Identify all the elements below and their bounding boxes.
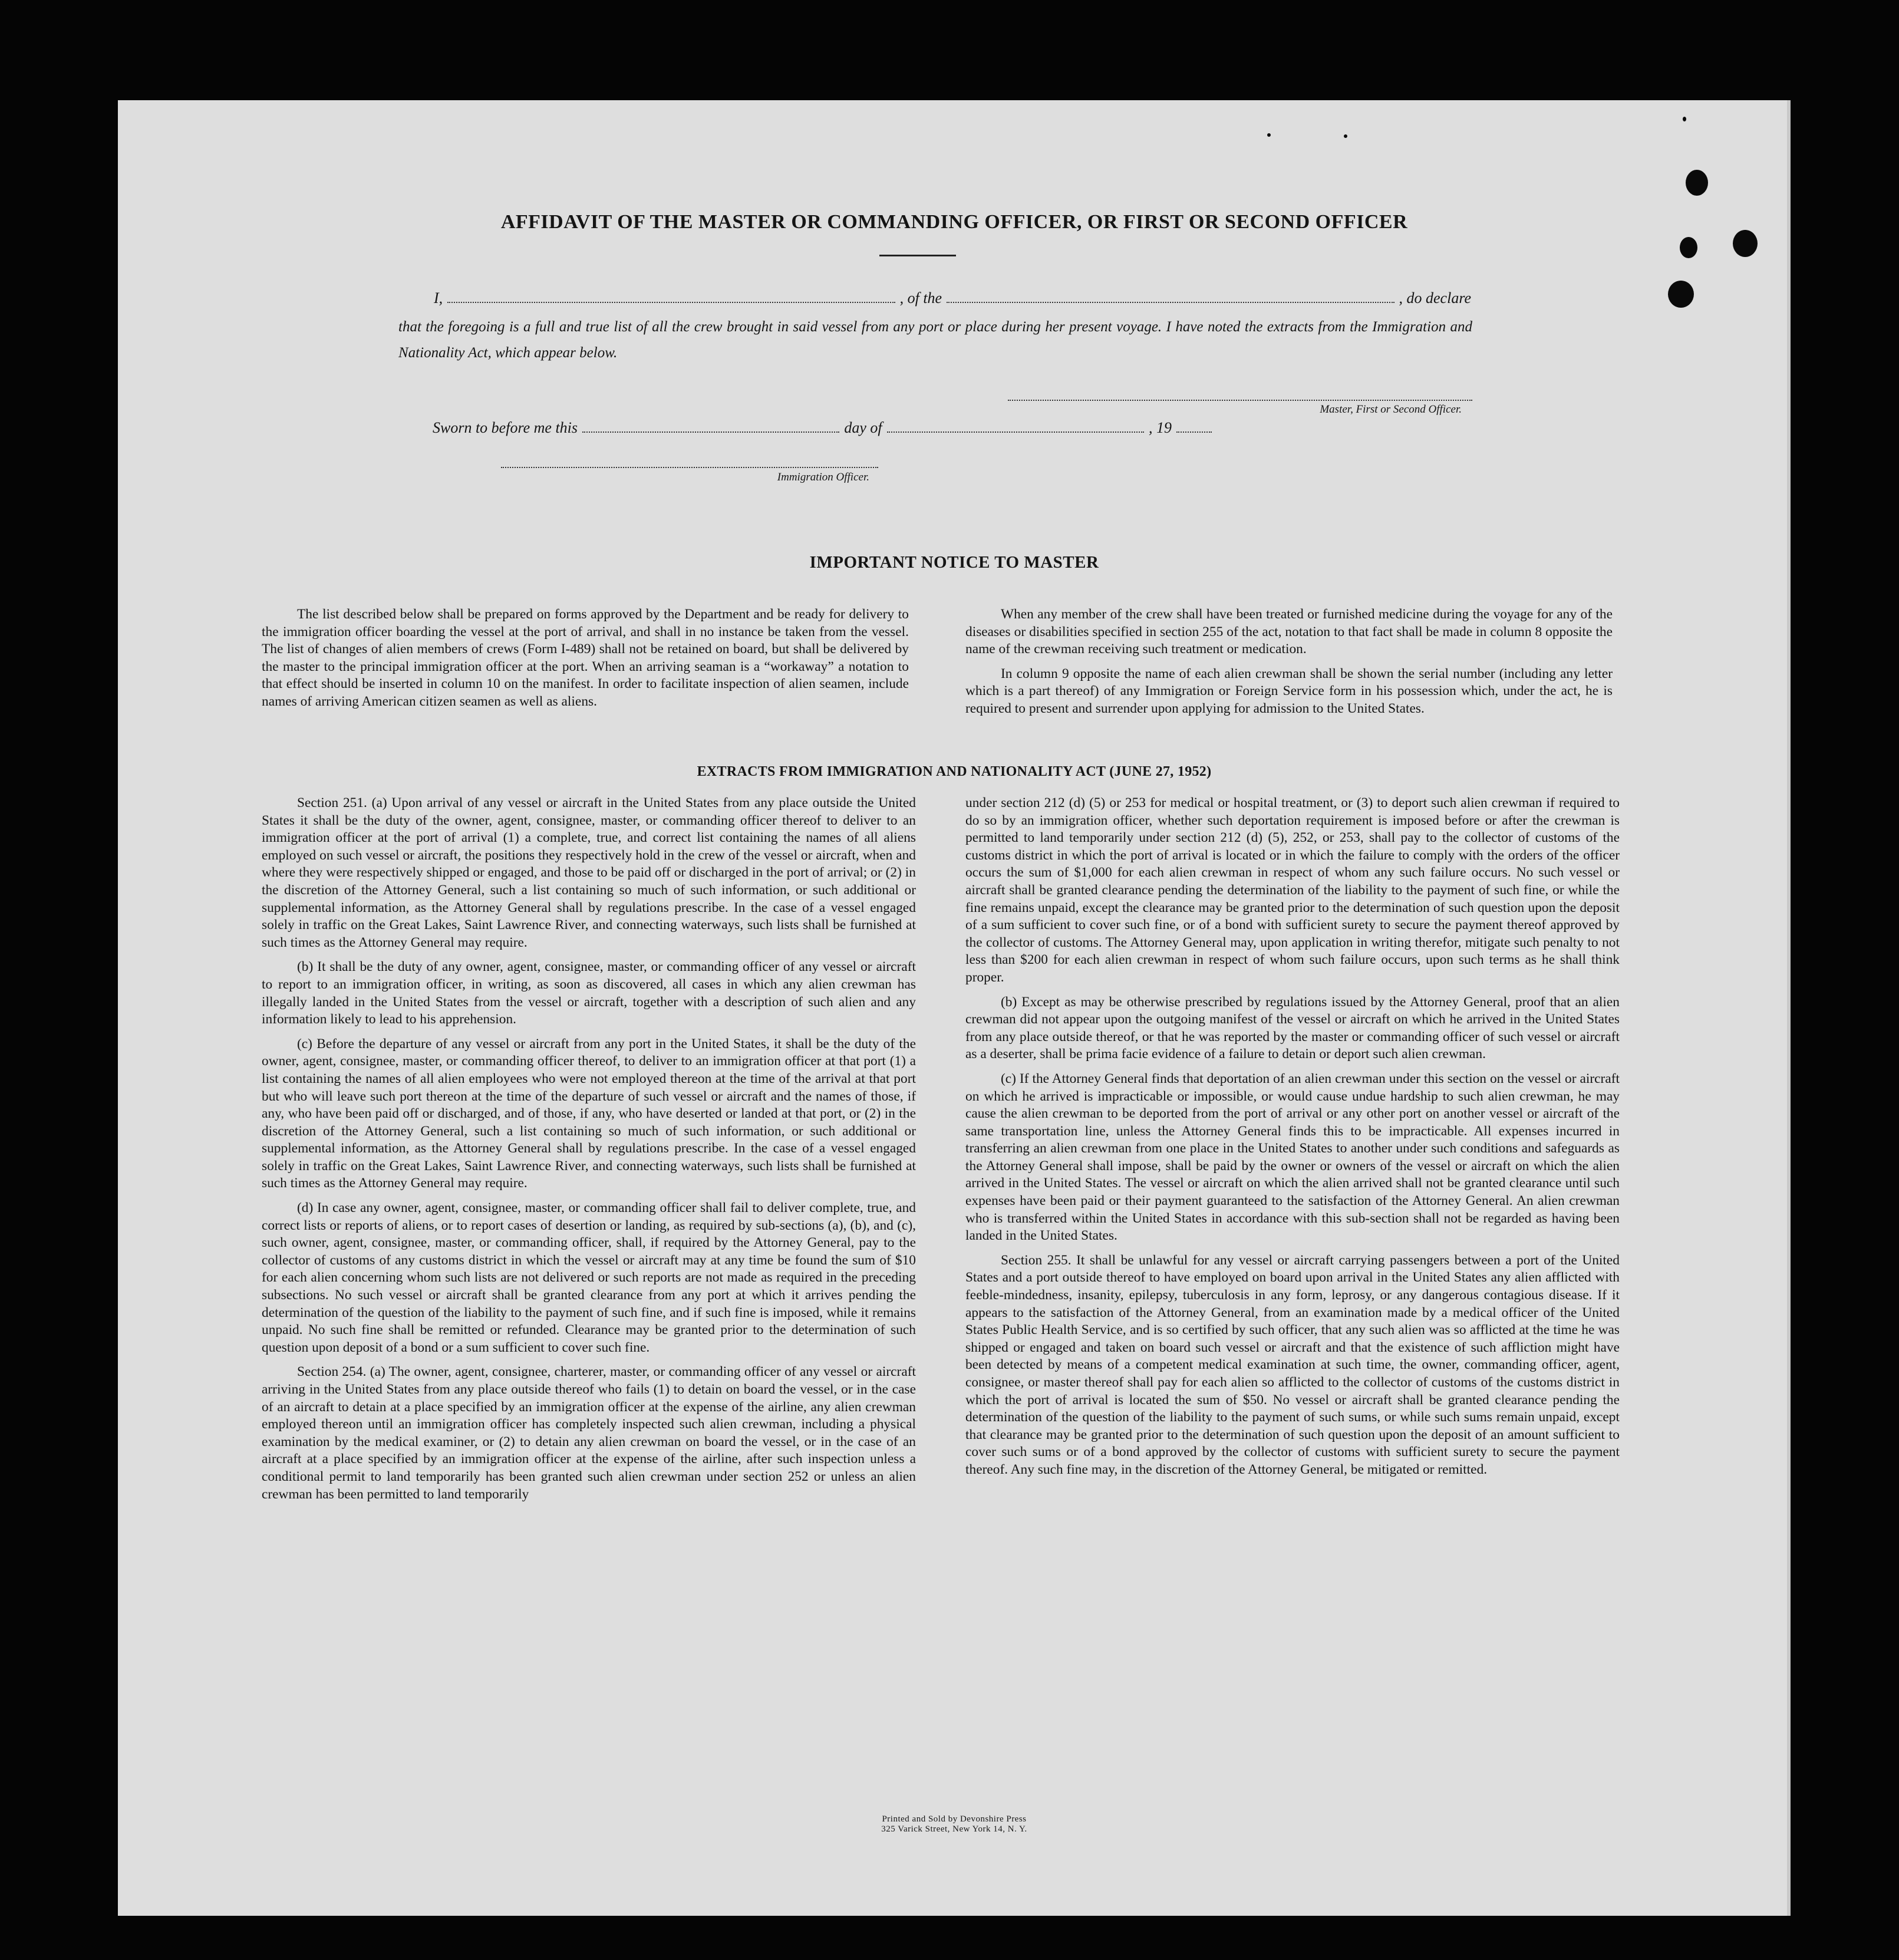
sworn-year-prefix: , 19 [1149, 419, 1172, 436]
extracts-title: EXTRACTS FROM IMMIGRATION AND NATIONALITY ACT (JUNE 27, 1952) [697, 764, 1212, 779]
declaration-do-declare: , do declare [1399, 289, 1472, 307]
section-251-c: (c) Before the departure of any vessel or aircraft from any port in the United States, it shall be the duty of the owner, agent, consignee, master, or commanding officer thereof, to deliver to an immigration officer at that port (1) a list containing the names of all alien employees who were not employed thereon at the time of the arrival at that port but who will leave such port thereon at the time of the departure of such vessel or aircraft and the names of those, if any, who have been paid off or discharged, and of those, if any, who have deserted or landed at that port, or (2) in the discretion of the Attorney General, such a list containing so much of such information, or such additional or supplemental information, as the Attorney General shall by regulations prescribe. In the case of a vessel engaged solely in traffic on the Great Lakes, Saint Lawrence River, and connecting waterways, such lists shall be furnished at such times as the Attorney General may require. [262, 1036, 916, 1191]
section-251-b: (b) It shall be the duty of any owner, agent, consignee, master, or commanding officer of any vessel or aircraft to report to an immigration officer, in writing, as soon as discovered, all cases in which any alien crewman has illegally landed in the United States from the vessel or aircraft, together with a description of such alien and any information likely to lead to his apprehension. [262, 959, 916, 1027]
sworn-year-blank[interactable] [1176, 419, 1212, 433]
declaration-body: that the foregoing is a full and true list of all the crew brought in said vessel from any port or place during her present voyage. I have noted the extracts from the Immigration and Nationality Act, which appear below. [398, 319, 1472, 361]
declaration-line [434, 289, 1471, 307]
vessel-blank[interactable] [947, 289, 1394, 303]
declaration-of-the: , of the [899, 289, 942, 307]
immigration-officer-label: Immigration Officer. [777, 471, 869, 483]
section-251-d: (d) In case any owner, agent, consignee, master, or commanding officer shall fail to deliver complete, true, and correct lists or reports of aliens, or to report cases of desertion or landing, as required by sub-sections (a), (b), and (c), such owner, agent, consignee, master, or commanding officer, shall, if required by the Attorney General, pay to the collector of customs of any customs district in which the vessel or aircraft may at any time be found the sum of $10 for each alien concerning whom such lists are not delivered or such reports are not made as required in the preceding subsections. No such vessel or aircraft shall be granted clearance from any port at which it arrives pending the determination of the question of the liability to the payment of such fine, and if such fine is imposed, while it remains unpaid. No such fine shall be remitted or refunded. Clearance may be granted prior to the determination of such question upon deposit of a bond or a sum sufficient to cover such fine. [262, 1200, 916, 1355]
section-254-a-continued: under section 212 (d) (5) or 253 for medical or hospital treatment, or (3) to deport such alien crewman if required to do so by an immigration officer, whether such deportation requirement is imposed before or after the crewman is permitted to land temporarily under section 212 (d) (5), 252, or 253, shall pay to the collector of customs of the customs district in which the port of arrival is located or in which the failure to comply with the orders of the officer occurs the sum of $1,000 for each alien crewman in respect of whom any such failure occurs. No such vessel or aircraft shall be granted clearance pending the determination of the liability to the payment of such fine, or while the fine remains unpaid, except the clearance may be granted prior to the determination of such question upon the deposit of a sum sufficient to cover such fine, or of a bond with sufficient surety to secure the payment thereof approved by the collector of customs. The Attorney General may, upon application in writing therefor, mitigate such penalty to not less than $200 for each alien crewman in respect of whom such failure occurs, upon such terms as he shall think proper. [965, 795, 1620, 985]
section-251-a: Section 251. (a) Upon arrival of any vessel or aircraft in the United States from any place outside the United States it shall be the duty of the owner, agent, consignee, master, or commanding officer thereof to deliver to an immigration officer at the port of arrival (1) a complete, true, and correct list containing the names of all aliens employed on such vessel or aircraft, the positions they respectively hold in the crew of the vessel or aircraft, when and where they were respectively shipped or engaged, and those to be paid off or discharged in the port of arrival; or (2) in the discretion of the Attorney General, such a list containing so much of such information, or such additional or supplemental information, as the Attorney General shall by regulations prescribe. In the case of a vessel engaged solely in traffic on the Great Lakes, Saint Lawrence River, and connecting waterways, such lists shall be furnished at such times as the Attorney General may require. [262, 795, 916, 950]
notice-paragraph: In column 9 opposite the name of each alien crewman shall be shown the serial number (including any letter which is a part thereof) of any Immigration or Foreign Service form in his possession which, under the act, he is required to present and surrender upon applying for admission to the United States. [965, 666, 1613, 716]
declaration-i: I, [434, 289, 443, 307]
notice-paragraph: When any member of the crew shall have been treated or furnished medicine during the voyage for any of the diseases or disabilities specified in section 255 of the act, notation to that fact shall be made in column 8 opposite the name of the crewman receiving such treatment or medication. [965, 607, 1613, 657]
master-signature-label: Master, First or Second Officer. [1320, 403, 1462, 416]
notice-paragraph: The list described below shall be prepared on forms approved by the Department and be ready for delivery to the immigration officer boarding the vessel at the port of arrival, and shall in no instance be taken from the vessel. The list of changes of alien members of crews (Form I-489) shall not be retained on board, but shall be delivered by the master to the principal immigration officer at the port. When an arriving seaman is a “workaway” a notation to that effect should be inserted in column 10 on the manifest. In order to facilitate inspection of alien seamen, include names of arriving American citizen seamen as well as aliens. [262, 607, 909, 709]
form-sheet [118, 100, 1791, 1916]
sworn-line [433, 419, 1216, 437]
sworn-prefix: Sworn to before me this [433, 419, 578, 436]
master-signature-line[interactable] [1008, 400, 1472, 401]
page-edge [1787, 100, 1791, 1916]
section-254-c: (c) If the Attorney General finds that deportation of an alien crewman under this section on the vessel or aircraft on which he arrived is impracticable or impossible, or would cause undue hardship to such alien crewman, he may cause the alien crewman to be deported from the port of arrival or any other port on another vessel or aircraft of the same transportation line, unless the Attorney General finds this to be impracticable. All expenses incurred in transferring an alien crewman from one place in the United States to another under such conditions and safeguards as the Attorney General shall impose, shall be paid by the owner or owners of the vessel or aircraft on which the alien arrived in the United States. The vessel or aircraft on which the alien arrived shall not be granted clearance until such expenses have been paid or their payment guaranteed to the satisfaction of the Attorney General. An alien crewman who is transferred within the United States in accordance with this sub-section shall not be regarded as having been landed in the United States. [965, 1070, 1620, 1244]
sworn-month-blank[interactable] [887, 419, 1144, 433]
notice-right-column [965, 606, 1613, 725]
section-255: Section 255. It shall be unlawful for any vessel or aircraft carrying passengers between a port of the United States and a port outside thereof to have employed on board upon arrival in the United States any alien afflicted with feeble-mindedness, insanity, epilepsy, tuberculosis in any form, leprosy, or any dangerous contagious disease. If it appears to the satisfaction of the Attorney General, from an examination made by a medical officer of the United States Public Health Service, and is so certified by such officer, that any such alien was so afflicted at the time he was shipped or engaged and taken on board such vessel or aircraft and that the existence of such affliction might have been detected by means of a competent medical examination at such time, the owner, commanding officer, agent, consignee, or master thereof shall pay for each alien so afflicted to the collector of customs of the customs district in which the port of arrival is located the sum of $50. No vessel or aircraft shall be granted clearance pending the determination of the question of the liability to the payment of such sums, or while such sums remain unpaid, except that clearance may be granted prior to the determination of such question upon the deposit of an amount sufficient to cover such sums or of a bond approved by the collector of customs with sufficient surety to secure the payment thereof. Any such fine may, in the discretion of the Attorney General, be mitigated or remitted. [965, 1252, 1620, 1477]
printer-imprint [118, 1814, 1791, 1834]
printer-line-2: 325 Varick Street, New York 14, N. Y. [881, 1824, 1027, 1834]
affidavit-title: AFFIDAVIT OF THE MASTER OR COMMANDING OFFICER, OR FIRST OR SECOND OFFICER [500, 211, 1408, 233]
immigration-officer-signature-line[interactable] [501, 467, 878, 468]
notice-title: IMPORTANT NOTICE TO MASTER [809, 553, 1099, 572]
sworn-day-blank[interactable] [582, 419, 839, 433]
section-254-b: (b) Except as may be otherwise prescribed by regulations issued by the Attorney General, proof that an alien crewman did not appear upon the outgoing manifest of the vessel or aircraft on which he arrived in the United States from any place outside thereof, or that he was reported by the master or commanding officer of such vessel or aircraft as a deserter, shall be prima facie evidence of a failure to detain or deport such alien crewman. [965, 994, 1620, 1062]
sworn-day-of: day of [844, 419, 882, 436]
section-254-a: Section 254. (a) The owner, agent, consignee, charterer, master, or commanding officer of any vessel or aircraft arriving in the United States from any place outside thereof who fails (1) to detain on board the vessel, or in the case of an aircraft to detain at a place specified by an immigration officer at the expense of the airline, any alien crewman employed thereon until an immigration officer has completely inspected such alien crewman, including a physical examination by the medical examiner, or (2) to detain any alien crewman on board the vessel, or in the case of an aircraft at a place specified by an immigration officer at the expense of the airline, after such inspection unless a conditional permit to land temporarily has been granted such alien crewman under section 252 or unless an alien crewman has been permitted to land temporarily [262, 1364, 916, 1502]
printer-line-1: Printed and Sold by Devonshire Press [882, 1814, 1027, 1824]
notice-left-column [262, 606, 909, 718]
title-divider [879, 255, 956, 256]
extracts-right-column [965, 795, 1620, 1486]
extracts-left-column [262, 795, 916, 1510]
name-blank[interactable] [447, 289, 895, 303]
